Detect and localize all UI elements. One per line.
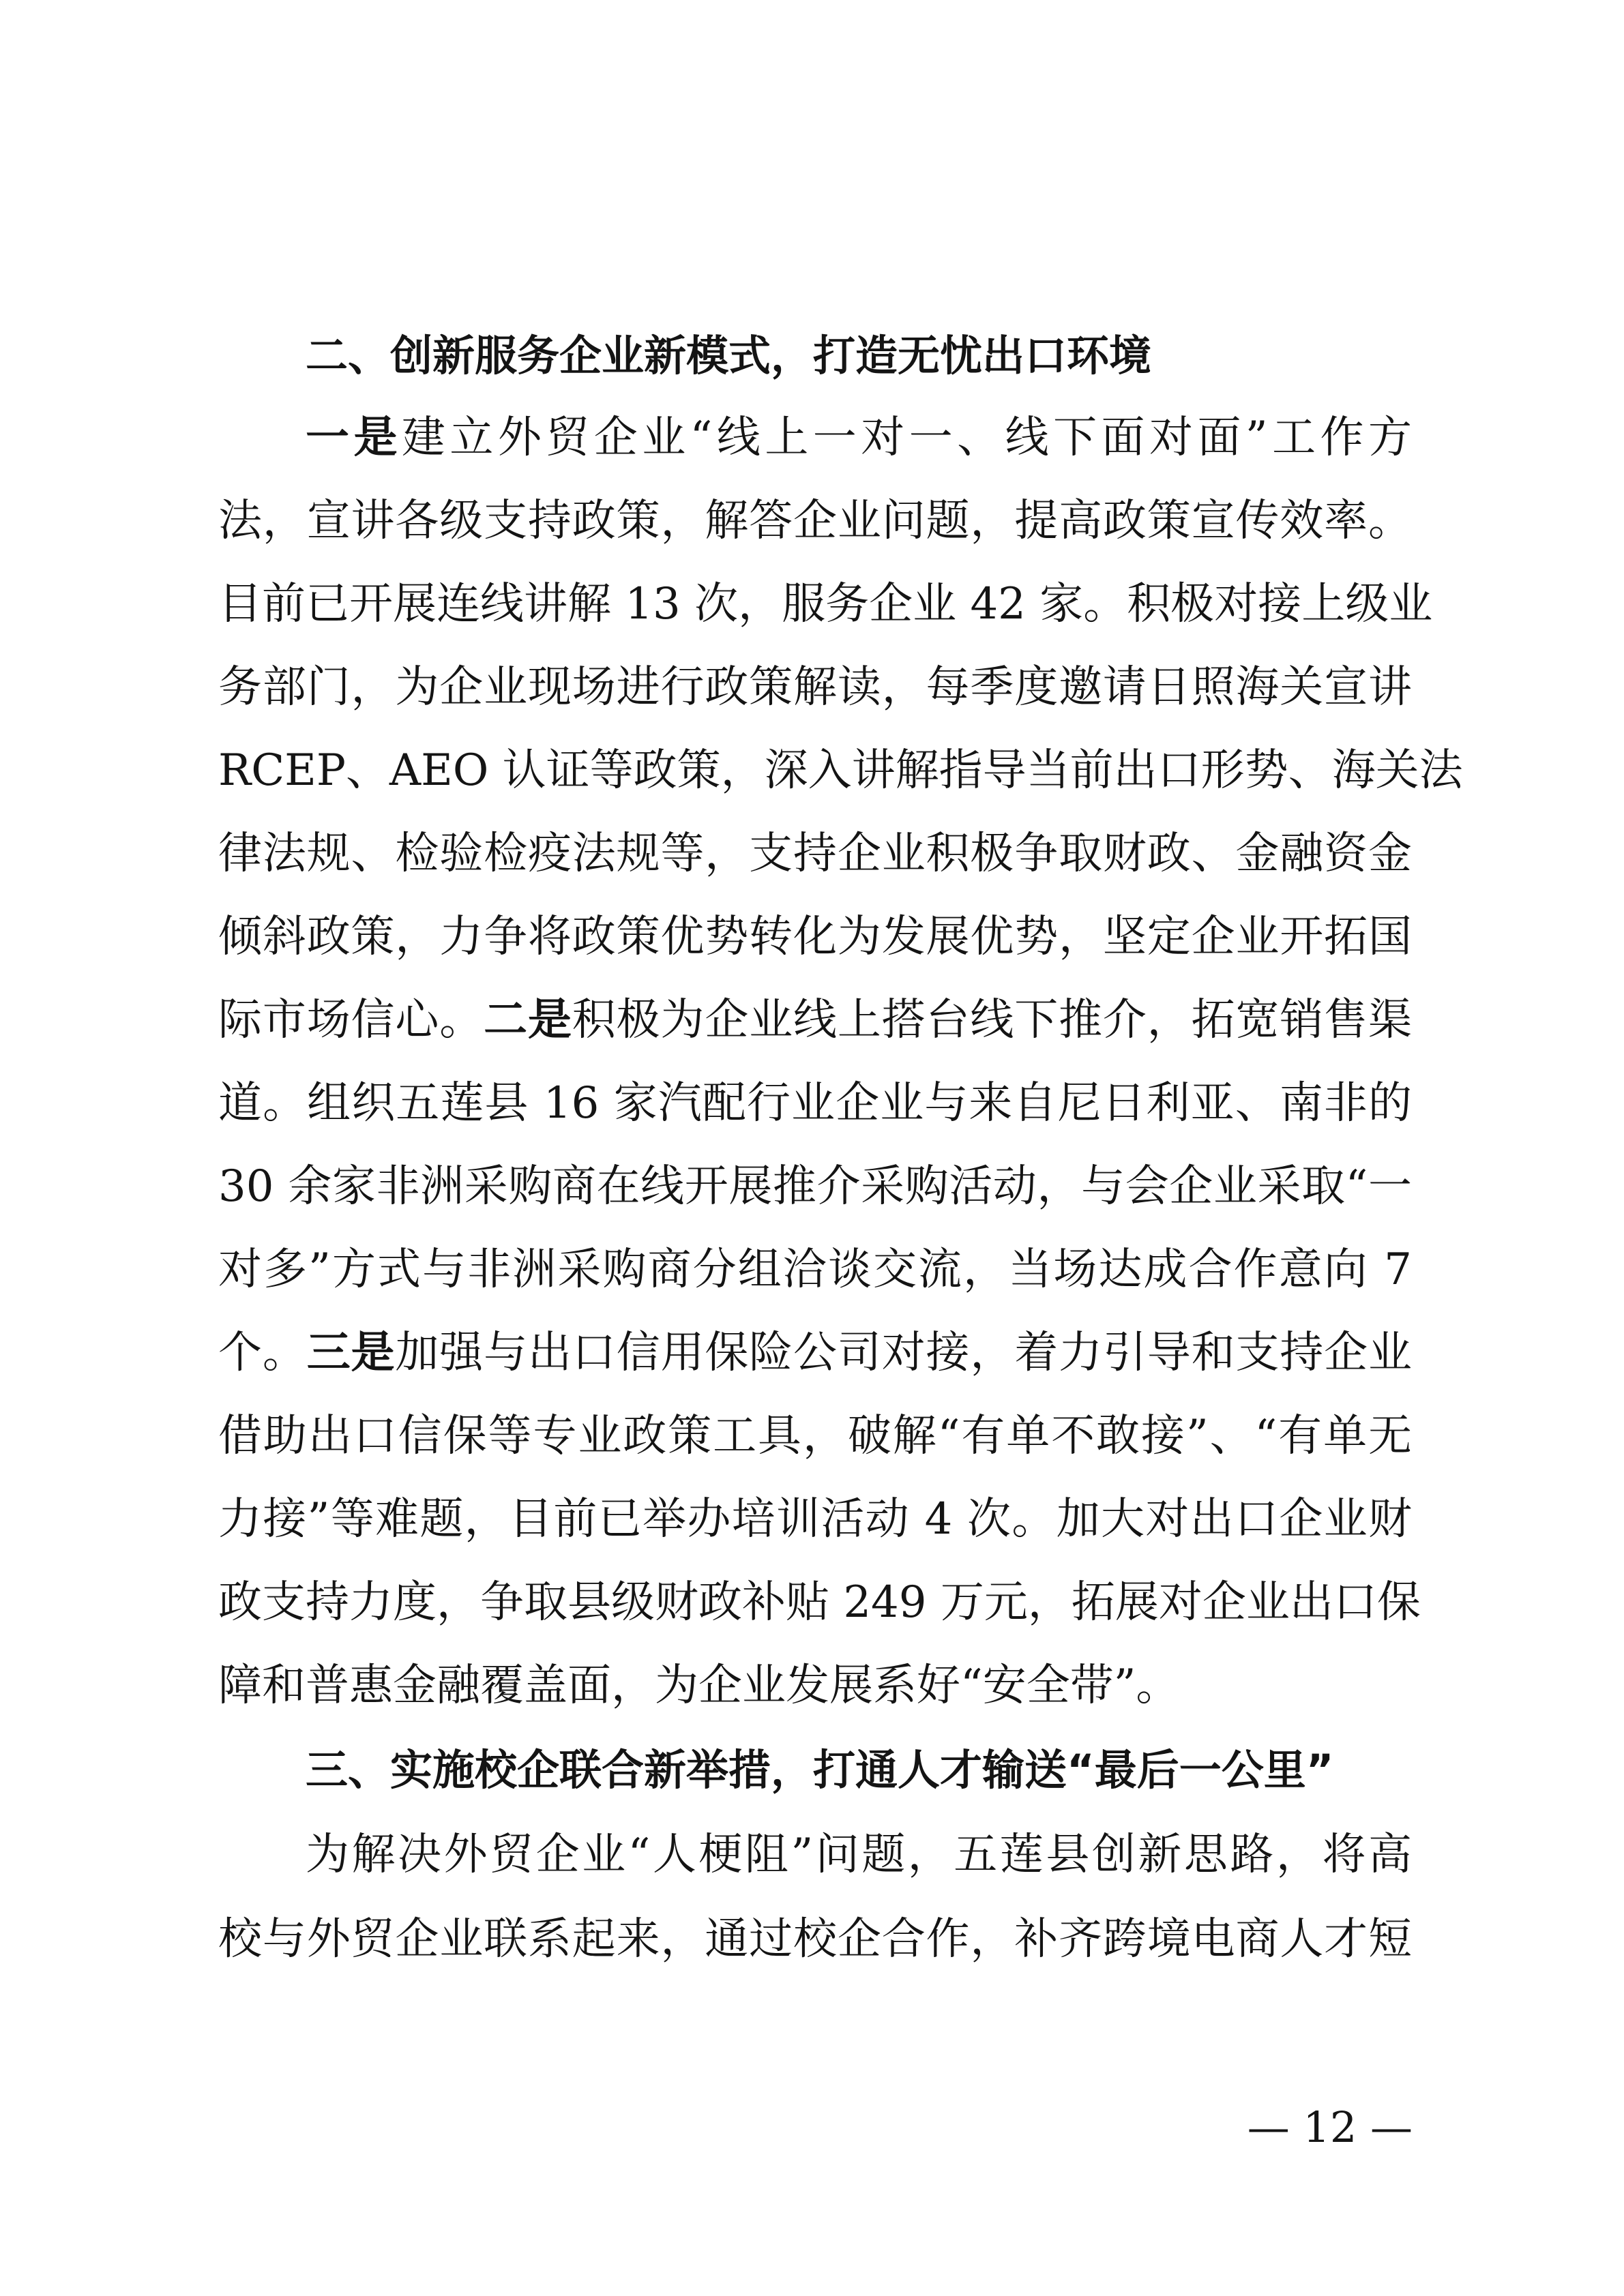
emphasis-lead: 一是 <box>306 413 402 463</box>
section-heading-2: 二、创新服务企业新模式，打造无忧出口环境 <box>306 331 1152 381</box>
paragraph-line: 校与外贸企业联系起来，通过校企合作，补齐跨境电商人才短 <box>218 1914 1412 1965</box>
section-heading-3: 三、实施校企联合新举措，打通人才输送“最后一公里” <box>306 1745 1334 1795</box>
line-text: 加强与出口信用保险公司对接，着力引导和支持企业 <box>395 1328 1413 1378</box>
paragraph-line <box>306 397 1412 479</box>
paragraph-line: 借助出口信保等专业政策工具，破解“有单不敢接”、“有单无 <box>218 1411 1412 1461</box>
line-text: 际市场信心。 <box>218 995 484 1045</box>
paragraph-line: 目前已开展连线讲解 13 次，服务企业 42 家。积极对接上级业 <box>218 579 1433 629</box>
line-text: 建立外贸企业“线上一对一、线下面对面”工作方 <box>401 413 1413 463</box>
emphasis-lead: 二是 <box>484 995 572 1045</box>
page-number: — 12 — <box>1247 2102 1413 2152</box>
paragraph-line: 对多”方式与非洲采购商分组洽谈交流，当场达成合作意向 7 <box>218 1244 1412 1295</box>
paragraph-line <box>218 979 1412 1061</box>
paragraph-line: 力接”等难题，目前已举办培训活动 4 次。加大对出口企业财 <box>218 1494 1412 1545</box>
paragraph-line: 政支持力度，争取县级财政补贴 249 万元，拓展对企业出口保 <box>218 1577 1421 1628</box>
paragraph-line: RCEP、AEO 认证等政策，深入讲解指导当前出口形势、海关法 <box>218 745 1463 796</box>
paragraph-line: 律法规、检验检疫法规等，支持企业积极争取财政、金融资金 <box>218 829 1412 879</box>
paragraph-line: 务部门，为企业现场进行政策解读，每季度邀请日照海关宣讲 <box>218 662 1412 713</box>
paragraph-line: 30 余家非洲采购商在线开展推介采购活动，与会企业采取“一 <box>218 1161 1412 1212</box>
emphasis-lead: 三是 <box>306 1328 396 1378</box>
line-text: 个。 <box>218 1328 307 1378</box>
paragraph-line: 为解决外贸企业“人梗阻”问题，五莲县创新思路，将高 <box>306 1830 1412 1880</box>
paragraph-line: 障和普惠金融覆盖面，为企业发展系好“安全带”。 <box>218 1660 1180 1711</box>
line-text: 积极为企业线上搭台线下推介，拓宽销售渠 <box>572 995 1413 1045</box>
paragraph-line: 法，宣讲各级支持政策，解答企业问题，提高政策宣传效率。 <box>218 496 1412 546</box>
paragraph-line: 倾斜政策，力争将政策优势转化为发展优势，坚定企业开拓国 <box>218 912 1412 962</box>
paragraph-line: 道。组织五莲县 16 家汽配行业企业与来自尼日利亚、南非的 <box>218 1078 1412 1129</box>
paragraph-line <box>218 1312 1412 1394</box>
